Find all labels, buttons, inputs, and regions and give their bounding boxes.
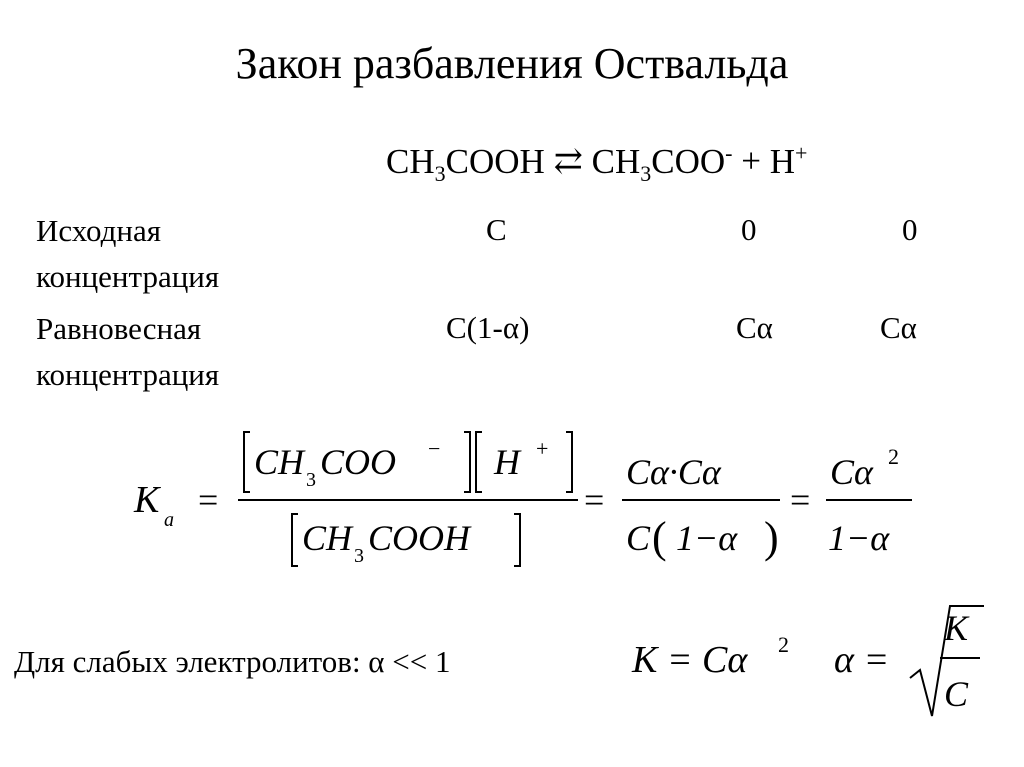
- weak-k-formula: K = Cα: [632, 639, 748, 681]
- row-equilibrium-label-line1: Равновесная: [36, 311, 202, 346]
- cell-initial-c2: 0: [741, 212, 757, 247]
- equilibrium-arrow: ⇄: [553, 141, 583, 181]
- reaction-rhs1-suffix: COO: [651, 141, 726, 181]
- denominator-term-sub: 3: [354, 545, 364, 567]
- numerator-term2: H: [494, 442, 520, 482]
- cell-initial-c1: C: [486, 212, 507, 247]
- equals-1: =: [198, 480, 219, 520]
- reaction-lhs-suffix: COOH: [445, 141, 545, 181]
- fraction2-numerator: Cα·Cα: [626, 452, 721, 492]
- denominator-term: CH: [302, 518, 353, 558]
- reaction-lhs-prefix: CH: [386, 141, 435, 181]
- fraction2-close-paren: ): [764, 513, 779, 562]
- weak-electrolytes-note: Для слабых электролитов: α << 1: [14, 644, 451, 679]
- row-initial-label-line2: концентрация: [36, 259, 220, 294]
- slide-title: Закон разбавления Оствальда: [235, 39, 789, 88]
- numerator-term1: CH: [254, 442, 305, 482]
- equals-3: =: [790, 480, 811, 520]
- cell-equilibrium-c3: Cα: [880, 310, 917, 345]
- numerator-term1-rest: COO: [320, 442, 397, 482]
- row-initial-label-line1: Исходная: [36, 213, 162, 248]
- numerator-term1-charge: −: [428, 436, 441, 461]
- k-subscript: a: [164, 509, 174, 531]
- fraction3-denominator: 1−α: [828, 518, 890, 558]
- cell-initial-c3: 0: [902, 212, 918, 247]
- reaction-rhs2-charge: +: [795, 140, 808, 165]
- reaction-rhs1-sub: 3: [640, 160, 652, 186]
- reaction-plus: +: [741, 141, 761, 181]
- reaction-lhs-sub: 3: [434, 160, 446, 186]
- fraction2-denominator-inner: 1−α: [676, 518, 738, 558]
- denominator-term-rest: COOH: [368, 518, 471, 558]
- fraction2-denominator-c: C: [626, 518, 651, 558]
- weak-k-formula-exp: 2: [778, 632, 789, 657]
- equals-2: =: [584, 480, 605, 520]
- reaction-rhs1-charge: -: [725, 140, 733, 165]
- reaction-rhs2-symbol: H: [769, 141, 796, 181]
- fraction2-open-paren: (: [652, 513, 667, 562]
- k-symbol: K: [134, 479, 160, 521]
- sqrt-denominator: C: [944, 674, 969, 714]
- alpha-equals: α =: [834, 639, 890, 681]
- sqrt-numerator: K: [944, 608, 969, 648]
- cell-equilibrium-c2: Cα: [736, 310, 773, 345]
- cell-equilibrium-c1: C(1-α): [446, 310, 530, 345]
- fraction3-numerator: Cα: [830, 452, 873, 492]
- fraction3-numerator-exp: 2: [888, 444, 899, 469]
- numerator-term2-charge: +: [536, 436, 549, 461]
- reaction-rhs1-prefix: CH: [591, 141, 641, 181]
- numerator-term1-sub: 3: [306, 469, 316, 491]
- row-equilibrium-label-line2: концентрация: [36, 357, 220, 392]
